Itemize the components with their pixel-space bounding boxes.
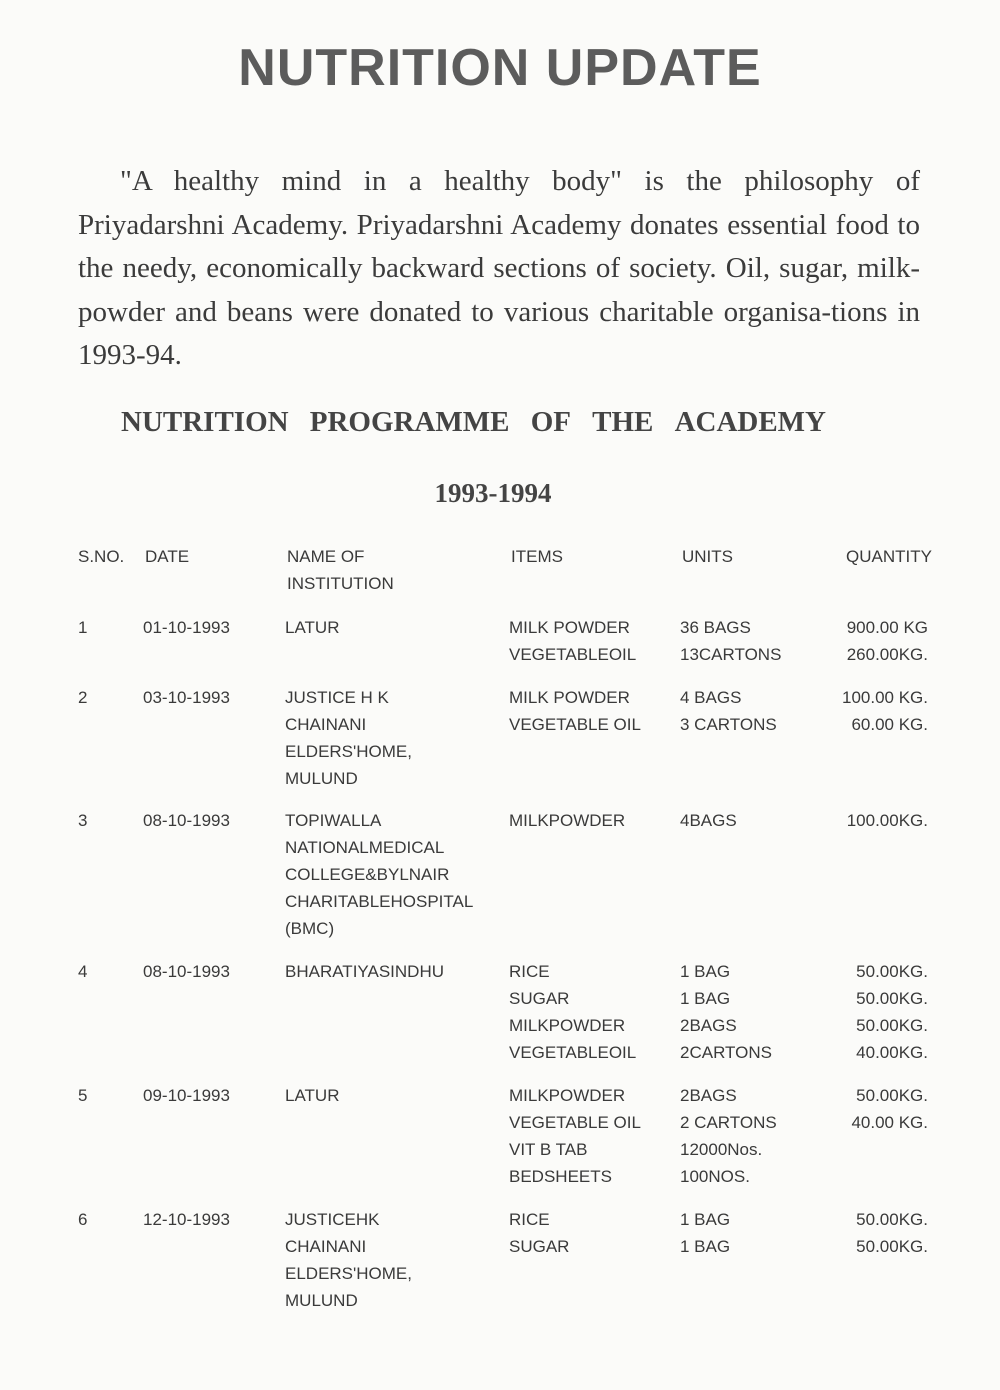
cell-items xyxy=(509,807,625,834)
cell-sno-line: 3 xyxy=(78,811,88,830)
cell-institution-line: MULUND xyxy=(285,1291,358,1310)
intro-paragraph: "A healthy mind in a healthy body" is the philosophy of Priyadarshni Academy. Priyadarshni Academy donates essential food to the needy, economically backward sections of society. Oil, sugar, milk-powder and beans were donated to various charitable organisa-tions in 1993-94. xyxy=(78,165,920,371)
cell-items-line: MILKPOWDER xyxy=(509,811,626,830)
cell-items-line: MILK POWDER xyxy=(509,618,630,637)
cell-units-line: 13CARTONS xyxy=(680,645,782,664)
cell-institution xyxy=(285,1082,339,1109)
cell-institution-line: BHARATIYASINDHU xyxy=(285,962,445,981)
cell-units xyxy=(680,1206,730,1260)
cell-date-line: 12-10-1993 xyxy=(143,1210,230,1229)
cell-units xyxy=(680,958,772,1066)
cell-quantity-line: 40.00KG. xyxy=(856,1043,928,1062)
cell-quantity-line: 40.00 KG. xyxy=(851,1113,928,1132)
cell-sno-line: 5 xyxy=(78,1086,88,1105)
cell-items-line: VEGETABLEOIL xyxy=(509,645,637,664)
cell-items-line: SUGAR xyxy=(509,1237,570,1256)
cell-sno xyxy=(78,958,87,985)
cell-items-line: VEGETABLE OIL xyxy=(509,1113,641,1132)
cell-items-line: MILKPOWDER xyxy=(509,1016,626,1035)
cell-institution-line: MULUND xyxy=(285,769,358,788)
cell-items-line: RICE xyxy=(509,1210,550,1229)
cell-institution-line: CHARITABLEHOSPITAL xyxy=(285,892,474,911)
cell-quantity xyxy=(851,1082,928,1136)
cell-units xyxy=(680,614,781,668)
cell-date-line: 08-10-1993 xyxy=(143,811,230,830)
cell-sno-line: 1 xyxy=(78,618,88,637)
header-institution-line: NAME OF xyxy=(287,547,365,566)
cell-quantity-line: 50.00KG. xyxy=(856,1086,928,1105)
header-sno: S.NO. xyxy=(78,547,125,566)
cell-date xyxy=(143,614,230,641)
cell-institution xyxy=(285,807,473,942)
cell-quantity xyxy=(847,807,928,834)
header-quantity: QUANTITY xyxy=(846,547,932,566)
cell-units-line: 12000Nos. xyxy=(680,1140,763,1159)
cell-quantity-line: 50.00KG. xyxy=(856,1210,928,1229)
cell-units-line: 2CARTONS xyxy=(680,1043,772,1062)
cell-quantity-line: 900.00 KG xyxy=(846,618,928,637)
cell-sno-line: 4 xyxy=(78,962,88,981)
cell-institution-line: NATIONALMEDICAL xyxy=(285,838,445,857)
cell-institution xyxy=(285,614,339,641)
cell-items xyxy=(509,684,641,738)
cell-institution xyxy=(285,684,412,792)
section-heading-word: ACADEMY xyxy=(674,406,826,438)
section-heading-word: NUTRITION xyxy=(121,406,289,438)
cell-units-line: 1 BAG xyxy=(680,962,731,981)
cell-date xyxy=(143,807,230,834)
cell-quantity xyxy=(856,958,928,1066)
cell-institution-line: JUSTICEHK xyxy=(285,1210,380,1229)
section-heading-word: PROGRAMME xyxy=(309,406,510,438)
header-date: DATE xyxy=(145,547,190,566)
cell-institution-line: LATUR xyxy=(285,1086,340,1105)
cell-units xyxy=(680,1082,777,1190)
header-institution xyxy=(287,543,394,597)
cell-institution-line: CHAINANI xyxy=(285,1237,367,1256)
cell-date-line: 03-10-1993 xyxy=(143,688,230,707)
cell-items-line: MILK POWDER xyxy=(509,688,630,707)
header-units: UNITS xyxy=(682,547,733,566)
cell-units xyxy=(680,684,777,738)
cell-date-line: 01-10-1993 xyxy=(143,618,230,637)
cell-items xyxy=(509,614,636,668)
cell-quantity xyxy=(842,684,928,738)
cell-sno-line: 6 xyxy=(78,1210,88,1229)
cell-date xyxy=(143,1206,230,1233)
cell-units-line: 100NOS. xyxy=(680,1167,750,1186)
cell-items-line: MILKPOWDER xyxy=(509,1086,626,1105)
cell-date xyxy=(143,684,230,711)
cell-sno xyxy=(78,614,87,641)
cell-items-line: VEGETABLEOIL xyxy=(509,1043,637,1062)
header-institution-line: INSTITUTION xyxy=(287,574,394,593)
cell-items xyxy=(509,958,636,1066)
cell-quantity-line: 260.00KG. xyxy=(846,645,928,664)
cell-institution-line: ELDERS'HOME, xyxy=(285,742,412,761)
cell-sno xyxy=(78,1206,87,1233)
cell-quantity-line: 50.00KG. xyxy=(856,1016,928,1035)
cell-units-line: 2BAGS xyxy=(680,1086,737,1105)
cell-items-line: RICE xyxy=(509,962,550,981)
cell-items-line: SUGAR xyxy=(509,989,570,1008)
cell-institution xyxy=(285,1206,412,1314)
cell-institution-line: TOPIWALLA xyxy=(285,811,382,830)
cell-sno xyxy=(78,1082,87,1109)
cell-date-line: 09-10-1993 xyxy=(143,1086,230,1105)
cell-units-line: 36 BAGS xyxy=(680,618,751,637)
cell-institution-line: ELDERS'HOME, xyxy=(285,1264,412,1283)
cell-quantity-line: 60.00 KG. xyxy=(851,715,928,734)
cell-items xyxy=(509,1206,569,1260)
cell-institution-line: JUSTICE H K xyxy=(285,688,389,707)
page-title: NUTRITION UPDATE xyxy=(238,39,762,97)
cell-units xyxy=(680,807,737,834)
cell-sno-line: 2 xyxy=(78,688,88,707)
cell-units-line: 1 BAG xyxy=(680,989,731,1008)
cell-units-line: 3 CARTONS xyxy=(680,715,777,734)
cell-units-line: 4BAGS xyxy=(680,811,737,830)
cell-quantity xyxy=(847,614,928,668)
cell-sno xyxy=(78,684,87,711)
cell-items xyxy=(509,1082,641,1190)
cell-units-line: 1 BAG xyxy=(680,1237,731,1256)
cell-sno xyxy=(78,807,87,834)
cell-date-line: 08-10-1993 xyxy=(143,962,230,981)
cell-date xyxy=(143,958,230,985)
cell-quantity-line: 50.00KG. xyxy=(856,1237,928,1256)
cell-items-line: VEGETABLE OIL xyxy=(509,715,641,734)
cell-quantity-line: 50.00KG. xyxy=(856,989,928,1008)
cell-institution-line: LATUR xyxy=(285,618,340,637)
cell-institution xyxy=(285,958,444,985)
cell-quantity-line: 50.00KG. xyxy=(856,962,928,981)
section-heading-word: OF xyxy=(530,406,571,438)
year-heading: 1993-1994 xyxy=(434,478,552,508)
cell-units-line: 4 BAGS xyxy=(680,688,742,707)
cell-institution-line: COLLEGE&BYLNAIR xyxy=(285,865,450,884)
cell-quantity-line: 100.00 KG. xyxy=(841,688,928,707)
header-items: ITEMS xyxy=(511,547,563,566)
cell-quantity-line: 100.00KG. xyxy=(846,811,928,830)
cell-items-line: VIT B TAB xyxy=(509,1140,588,1159)
cell-units-line: 2 CARTONS xyxy=(680,1113,777,1132)
cell-quantity xyxy=(856,1206,928,1260)
cell-items-line: BEDSHEETS xyxy=(509,1167,612,1186)
cell-date xyxy=(143,1082,230,1109)
section-heading-word: THE xyxy=(592,406,654,438)
cell-institution-line: CHAINANI xyxy=(285,715,367,734)
cell-institution-line: (BMC) xyxy=(285,919,335,938)
cell-units-line: 1 BAG xyxy=(680,1210,731,1229)
cell-units-line: 2BAGS xyxy=(680,1016,737,1035)
